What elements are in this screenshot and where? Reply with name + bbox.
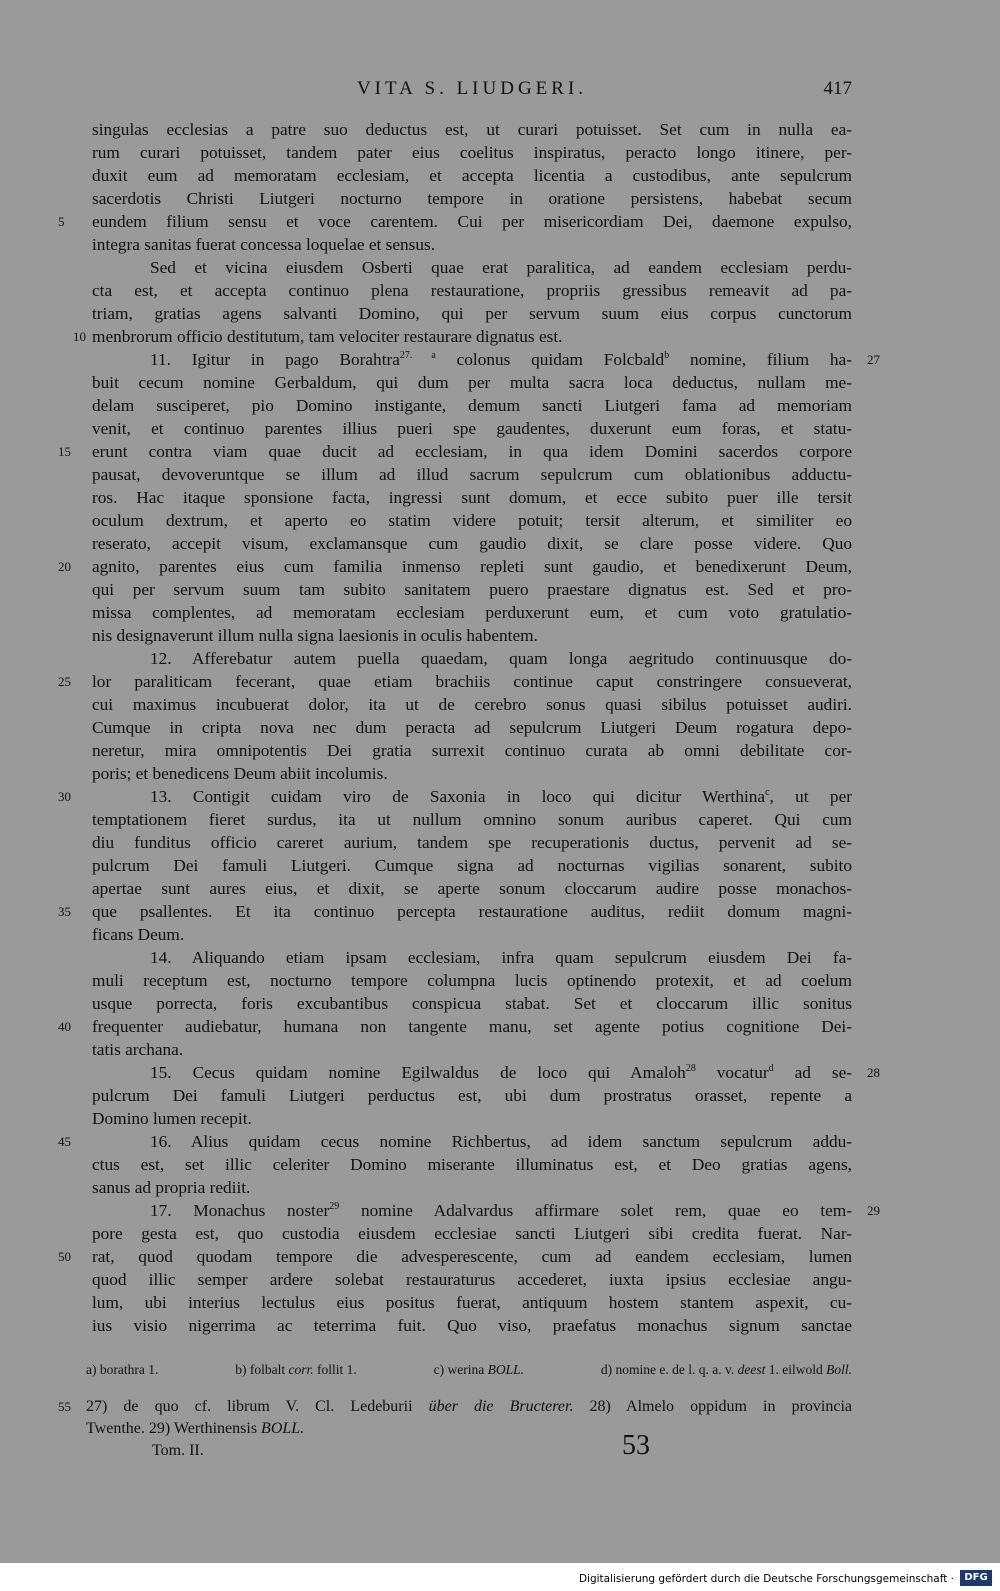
line-text: pore gesta est, quo custodia eiusdem ecclesiae sancti Liutgeri sibi credita fuerat. Nar- (92, 1224, 852, 1243)
text-line (92, 578, 852, 601)
line-text: , ut per (769, 787, 852, 806)
dfg-logo-icon: DFG (960, 1570, 992, 1586)
text-line (92, 118, 852, 141)
line-text: Domino lumen recepit. (92, 1109, 252, 1128)
line-text: qui per servum suum tam subito sanitatem puero praestare dignatus est. Sed et pro- (92, 580, 852, 599)
note-italic: BOLL. (487, 1362, 524, 1377)
text-line (92, 141, 852, 164)
text-line (92, 716, 852, 739)
text-line (92, 1107, 852, 1130)
text-line (92, 509, 852, 532)
line-text: Cumque in cripta nova nec dum peracta ad sepulcrum Liutgeri Deum rogatura depo- (92, 718, 852, 737)
text-line (92, 693, 852, 716)
text-line (92, 164, 852, 187)
text-line (58, 210, 852, 233)
note-text: follit 1. (313, 1362, 357, 1377)
margin-note-number: 28 (867, 1065, 880, 1080)
line-number: 5 (58, 214, 65, 229)
text-line (92, 992, 852, 1015)
line-text: 17. Monachus noster (150, 1201, 330, 1220)
line-number: 30 (58, 789, 71, 804)
text-line (58, 440, 852, 463)
line-text: diu funditus officio careret aurium, tandem spe recuperationis ductus, pervenit ad se- (92, 833, 852, 852)
line-text: frequenter audiebatur, humana non tangente manu, set agente potius cognitione Dei- (92, 1017, 852, 1036)
text-line (58, 1130, 852, 1153)
footnote-ref: 28 (685, 1063, 696, 1074)
line-text: Sed et vicina eiusdem Osberti quae erat paralitica, ad eandem ecclesiam perdu- (150, 258, 852, 277)
explanatory-notes (58, 1396, 852, 1440)
line-text: apertae sunt aures eius, et dixit, se aperte sonum cloccarum audire posse monachos- (92, 879, 852, 898)
text-line (92, 394, 852, 417)
note-line (86, 1418, 852, 1440)
footer-bar (0, 1563, 1000, 1591)
line-text: nomine, filium ha- (669, 350, 852, 369)
volume-mark: Tom. II. (152, 1442, 204, 1459)
text-line (92, 854, 852, 877)
text-line (73, 325, 852, 348)
text-line (92, 302, 852, 325)
page-header (92, 78, 852, 104)
line-text: pulcrum Dei famuli Liutgeri. Cumque signa ad nocturnas vigilias sonarent, subito (92, 856, 852, 875)
footnote-ref: d (768, 1063, 774, 1074)
note-italic: BOLL. (261, 1420, 305, 1437)
note-text: 28) Almelo oppidum in provincia (573, 1398, 852, 1415)
text-line (92, 532, 852, 555)
line-text: ad se- (773, 1063, 852, 1082)
line-text: delam susciperet, pio Domino instigante, demum sancti Liutgeri fama ad memoriam (92, 396, 852, 415)
line-text: 14. Aliquando etiam ipsam ecclesiam, infra quam sepulcrum eiusdem Dei fa- (150, 948, 852, 967)
line-text: quod illic semper ardere solebat restauraturus accederet, iuxta ipsius ecclesiae angu- (92, 1270, 852, 1289)
text-line (92, 279, 852, 302)
line-text: reserato, accepit visum, exclamansque cum gaudio dixit, se clare posse videre. Quo (92, 534, 852, 553)
note-text: Twenthe. 29) Werthinensis (86, 1420, 262, 1437)
line-text: eundem filium sensu et voce carentem. Cui per misericordiam Dei, daemone expulso, (92, 212, 852, 231)
line-number: 15 (58, 444, 71, 459)
line-text: poris; et benedicens Deum abiit incolumis. (92, 764, 388, 783)
line-text: sacerdotis Christi Liutgeri nocturno tempore in oratione persistens, habebat secum (92, 189, 852, 208)
text-line (92, 831, 852, 854)
line-number: 35 (58, 904, 71, 919)
line-text: venit, et continuo parentes illius pueri spe gaudentes, duxerunt eum foras, et statu- (92, 419, 852, 438)
text-line (92, 762, 852, 785)
text-line (92, 1153, 852, 1176)
note-text: 27) de quo cf. librum V. Cl. Ledeburii (86, 1398, 429, 1415)
line-text: cui maximus incubuerat dolor, ita ut de cerebro sonus quasi sibilus potuisset audiri. (92, 695, 852, 714)
line-text: sanus ad propria rediit. (92, 1178, 251, 1197)
line-text: neretur, mira omnipotentis Dei gratia surrexit continuo curata ab omni debilitate cor- (92, 741, 852, 760)
text-line (92, 1176, 852, 1199)
line-text: agnito, parentes eius cum familia inmenso repleti sunt gaudio, et benedixerunt Deum, (92, 557, 852, 576)
critical-note (434, 1362, 524, 1378)
line-text: muli receptum est, nocturno tempore columpna lucis optinendo protexit, et ad coelum (92, 971, 852, 990)
text-line (92, 946, 852, 969)
line-text: tatis archana. (92, 1040, 184, 1059)
line-text: pausat, devoveruntque se illum ad illud sacrum sepulcrum cum oblationibus adductu- (92, 465, 852, 484)
line-text: oculum dextrum, et aperto eo statim videre potuit; tersit alterum, et similiter eo (92, 511, 852, 530)
note-italic: deest (737, 1362, 766, 1377)
line-text: ius visio nigerrima ac teterrima fuit. Quo viso, praefatus monachus signum sanctae (92, 1316, 852, 1335)
line-text: singulas ecclesias a patre suo deductus est, ut curari potuisset. Set cum in nulla ea- (92, 120, 852, 139)
line-text: menbrorum officio destitutum, tam velociter restaurare dignatus est. (92, 327, 563, 346)
note-text: c) werina (433, 1362, 488, 1377)
line-text: buit cecum nomine Gerbaldum, qui dum per multa sacra loca deductus, nullam me- (92, 373, 852, 392)
critical-note (601, 1362, 852, 1378)
line-text: 12. Afferebatur autem puella quaedam, quam longa aegritudo continuusque do- (150, 649, 852, 668)
line-text: erunt contra viam quae ducit ad ecclesiam, in qua idem Domini sacerdos corpore (92, 442, 852, 461)
text-line (92, 1314, 852, 1337)
text-line (92, 1038, 852, 1061)
critical-note (86, 1362, 158, 1378)
line-text: vocatur (695, 1063, 769, 1082)
text-line (92, 923, 852, 946)
text-line (92, 969, 852, 992)
text-line (92, 647, 852, 670)
page-number: 417 (823, 78, 852, 99)
line-text: 16. Alius quidam cecus nomine Richbertus, ad idem sanctum sepulcrum addu- (150, 1132, 852, 1151)
text-line (92, 371, 852, 394)
text-line (58, 555, 852, 578)
signature-mark: 53 (622, 1430, 650, 1461)
line-text: 11. Igitur in pago Borahtra (150, 350, 400, 369)
line-number: 50 (58, 1249, 71, 1264)
line-text: duxit eum ad memoratam ecclesiam, et accepta licentia a custodibus, ante sepulcrum (92, 166, 852, 185)
line-number: 55 (58, 1399, 71, 1414)
margin-note-number: 27 (867, 352, 880, 367)
line-number: 45 (58, 1134, 71, 1149)
line-text: nis designaverunt illum nulla signa laesionis in oculis habentem. (92, 626, 538, 645)
footnote-ref: 29 (329, 1201, 340, 1212)
line-text: rum curari potuisset, tandem pater eius coelitus inspiratus, peracto longo itinere, per- (92, 143, 852, 162)
note-text: 1. eilwold (765, 1362, 827, 1377)
footnote-ref: 27. a (399, 350, 436, 361)
text-line (58, 1245, 852, 1268)
line-text: nomine Adalvardus affirmare solet rem, quae eo tem- (339, 1201, 852, 1220)
line-text: rat, quod quodam tempore die advesperescente, cum ad eandem ecclesiam, lumen (92, 1247, 852, 1266)
text-line (92, 624, 852, 647)
text-line (58, 900, 852, 923)
line-text: pulcrum Dei famuli Liutgeri perductus est, ubi dum prostratus orasset, repente a (92, 1086, 852, 1105)
note-italic: über die Bructerer. (428, 1398, 574, 1415)
text-line (92, 187, 852, 210)
main-text (58, 118, 880, 1337)
text-line (92, 601, 852, 624)
line-text: cta est, et accepta continuo plena restauratione, propriis gressibus remeavit ad pa- (92, 281, 852, 300)
note-text: a) borathra 1. (86, 1362, 159, 1377)
text-line (92, 348, 880, 371)
note-italic: Boll. (826, 1362, 852, 1377)
margin-note-number: 29 (867, 1203, 880, 1218)
running-title: VITA S. LIUDGERI. (356, 78, 588, 99)
text-line (92, 463, 852, 486)
line-text: lum, ubi interius lectulus eius positus fuerat, antiquum hostem stantem aspexit, cu- (92, 1293, 852, 1312)
note-line (58, 1396, 852, 1418)
line-number: 10 (73, 329, 86, 344)
text-line (92, 1199, 880, 1222)
line-text: 13. Contigit cuidam viro de Saxonia in loco qui dicitur Werthina (150, 787, 766, 806)
text-line (58, 785, 852, 808)
text-line (92, 233, 852, 256)
text-line (92, 808, 852, 831)
line-text: missa complentes, ad memoratam ecclesiam perduxerunt eum, et cum voto gratulatio- (92, 603, 852, 622)
line-text: temptationem fieret surdus, ita ut nullum omnino sonum auribus caperet. Qui cum (92, 810, 852, 829)
text-line (92, 1222, 852, 1245)
note-italic: corr. (288, 1362, 314, 1377)
text-line (58, 1015, 852, 1038)
line-text: ctus est, set illic celeriter Domino miserante illuminatus est, et Deo gratias agens, (92, 1155, 852, 1174)
line-text: 15. Cecus quidam nomine Egilwaldus de loco qui Amaloh (150, 1063, 686, 1082)
line-number: 40 (58, 1019, 71, 1034)
text-line (92, 256, 852, 279)
line-text: usque porrecta, foris excubantibus conspicua stabat. Set et cloccarum illic sonitus (92, 994, 852, 1013)
line-text: integra sanitas fuerat concessa loquelae et sensus. (92, 235, 436, 254)
footer-credit: Digitalisierung gefördert durch die Deutsche Forschungsgemeinschaft · (578, 1573, 954, 1585)
line-text: triam, gratias agens salvanti Domino, qui per servum suum eius corpus cunctorum (92, 304, 852, 323)
line-text: ros. Hac itaque sponsione facta, ingressi sunt domum, et ecce subito puer ille tersit (92, 488, 852, 507)
note-text: b) folbalt (235, 1362, 289, 1377)
footnote-ref: c (765, 787, 770, 798)
text-line (92, 877, 852, 900)
line-number: 20 (58, 559, 71, 574)
footnote-ref: b (664, 350, 670, 361)
line-number: 25 (58, 674, 71, 689)
line-text: lor paraliticam fecerant, quae etiam brachiis continue caput constringere consueverat, (92, 672, 852, 691)
text-line (92, 486, 852, 509)
line-text: colonus quidam Folcbald (435, 350, 665, 369)
critical-apparatus (86, 1362, 852, 1378)
text-line (92, 739, 852, 762)
text-line (92, 1061, 880, 1084)
line-text: que psallentes. Et ita continuo percepta restauratione auditus, rediit domum magni- (92, 902, 852, 921)
text-line (92, 1291, 852, 1314)
critical-note (235, 1362, 357, 1378)
text-line (92, 417, 852, 440)
note-text: d) nomine e. de l. q. a. v. (600, 1362, 738, 1377)
line-text: ficans Deum. (92, 925, 185, 944)
text-line (92, 1084, 852, 1107)
text-line (58, 670, 852, 693)
text-line (92, 1268, 852, 1291)
